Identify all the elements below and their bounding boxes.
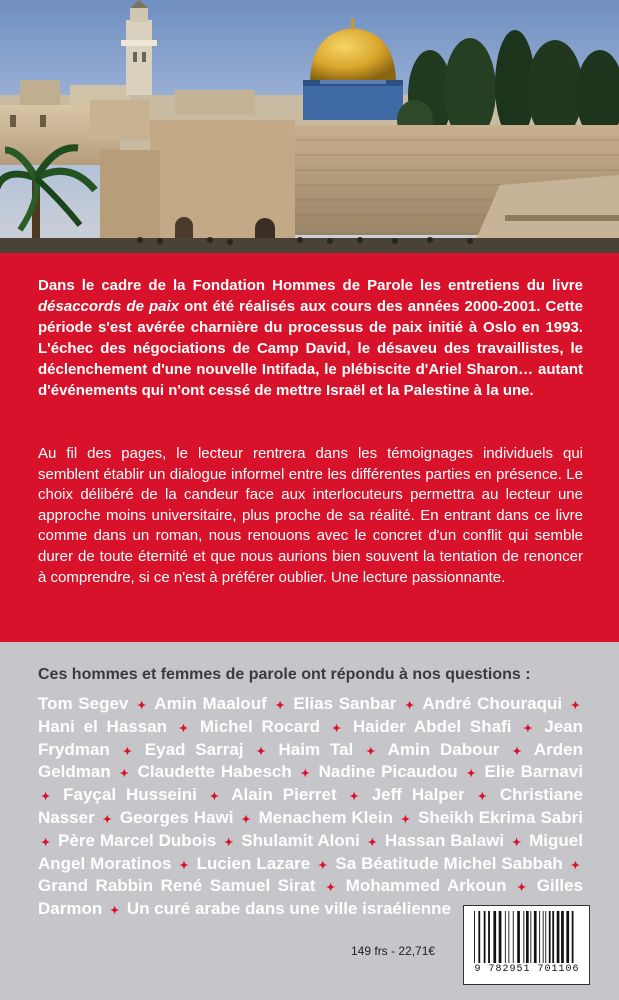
barcode-bar xyxy=(543,911,544,963)
separator-icon: ✦ xyxy=(209,791,219,804)
barcode-bar xyxy=(523,911,524,963)
contributor-name: Jean Frydman xyxy=(38,716,583,759)
separator-icon: ✦ xyxy=(241,813,251,826)
barcode-bar xyxy=(539,911,540,963)
contributor-name: Amin Maalouf xyxy=(154,694,267,713)
contributor-name: Fayçal Husseini xyxy=(63,785,197,805)
separator-icon: ✦ xyxy=(325,882,336,895)
separator-icon: ✦ xyxy=(179,859,189,872)
intro-lead: Dans le cadre de la Fondation Hommes de Parole les entretiens du livre xyxy=(38,277,583,294)
contributor-name: Alain Pierret xyxy=(231,785,337,805)
contributor-name: Sa Béatitude Michel Sabbah xyxy=(335,853,563,873)
contributor-name: Michel Rocard xyxy=(199,716,321,736)
separator-icon: ✦ xyxy=(109,905,120,918)
barcode-bar xyxy=(478,911,480,963)
separator-icon: ✦ xyxy=(400,813,411,826)
barcode-bar xyxy=(488,911,490,963)
separator-icon: ✦ xyxy=(331,722,342,735)
barcode-bar xyxy=(508,911,509,963)
contributor-name: André Chouraqui xyxy=(422,694,563,713)
separator-icon: ✦ xyxy=(405,700,415,712)
book-title: désaccords de paix xyxy=(38,298,180,315)
separator-icon: ✦ xyxy=(512,745,522,758)
separator-icon: ✦ xyxy=(349,791,359,804)
contributor-name: Grand Rabbin René Samuel Sirat xyxy=(38,876,316,896)
separator-icon: ✦ xyxy=(102,813,112,826)
contributor-name: Christiane Nasser xyxy=(38,785,583,827)
contributor-name: Elias Sanbar xyxy=(293,694,397,713)
separator-icon: ✦ xyxy=(178,722,189,735)
contributor-name: Eyad Sarraj xyxy=(144,739,244,759)
contributor-name: Arden Geldman xyxy=(38,739,583,782)
barcode-bar xyxy=(484,911,486,963)
barcode-bar xyxy=(517,911,520,963)
contributor-name: Hani el Hassan xyxy=(38,716,168,736)
jerusalem-photo xyxy=(0,0,619,253)
contributor-name: Shulamit Aloni xyxy=(241,830,360,850)
contributor-name: Haim Tal xyxy=(278,739,354,759)
contributor-name: Mohammed Arkoun xyxy=(345,876,507,896)
price-label: 149 frs - 22,71€ xyxy=(351,944,436,958)
barcode-bar xyxy=(545,911,546,963)
barcode-bar xyxy=(557,911,560,963)
barcode-bar xyxy=(505,911,506,963)
contributor-name: Tom Segev xyxy=(38,694,129,713)
barcode-bar xyxy=(474,911,475,963)
contributor-name: Père Marcel Dubois xyxy=(58,830,217,850)
barcode-bar xyxy=(513,911,514,963)
intro-paragraph xyxy=(38,275,583,401)
barcode xyxy=(463,905,590,985)
contributor-name: Elie Barnavi xyxy=(484,762,583,782)
separator-icon: ✦ xyxy=(41,791,51,804)
barcode-bar xyxy=(552,911,554,963)
description-paragraph: Au fil des pages, le lecteur rentrera dans les témoignages individuels qui semblent établir un dialogue informel entre les différentes parties en présence. Le choix délibéré de la candeur face aux interlocuteurs permettra au lecteur une approche moins universitaire, plus proche de sa réalité. En entrant dans ce livre comme dans un roman, nous renouons avec le concret d'un conflit qui semble durer de toute éternité et que nous aurions bien souvent la tentation de renoncer à comprendre, si ce n'est à préférer oublier. Une lecture passionnante. xyxy=(38,445,583,586)
contributor-name: Amin Dabour xyxy=(387,739,500,759)
separator-icon: ✦ xyxy=(466,768,476,781)
contributor-name: Haider Abdel Shafi xyxy=(352,716,512,736)
cover-photo xyxy=(0,0,619,253)
contributors-heading: Ces hommes et femmes de parole ont répondu à nos questions : xyxy=(38,666,531,683)
barcode-bars xyxy=(472,911,580,963)
separator-icon: ✦ xyxy=(516,882,527,895)
separator-icon: ✦ xyxy=(366,745,376,758)
contributor-name: Claudette Habesch xyxy=(137,762,292,782)
separator-icon: ✦ xyxy=(300,768,310,781)
barcode-bar xyxy=(534,911,537,963)
contributor-name: Georges Hawi xyxy=(119,807,234,827)
barcode-bar xyxy=(566,911,569,963)
barcode-number: 9 782951 701106 xyxy=(474,964,580,975)
contributor-name: Miguel Angel Moratinos xyxy=(38,830,583,873)
barcode-bar xyxy=(526,911,529,963)
contributors-list xyxy=(38,694,583,922)
barcode-bar xyxy=(549,911,551,963)
intro-rest: ont été réalisés aux cours des années 2000-2001. Cette période s'est avérée charnière du processus de paix initié à Oslo en 1993. L'échec des négociations de Camp David, le désaveu des travaillistes, le déclenchement d'une nouvelle Intifada, le plébiscite d'Ariel Sharon… autant d'événements qui n'ont cessé de mettre Israël et la Palestine à la une. xyxy=(38,298,584,399)
separator-icon: ✦ xyxy=(122,745,132,758)
separator-icon: ✦ xyxy=(41,836,51,849)
summary-panel xyxy=(0,253,619,642)
contributor-name: Menachem Klein xyxy=(258,807,393,827)
contributor-name: Un curé arabe dans une ville israélienne xyxy=(126,899,452,919)
separator-icon: ✦ xyxy=(570,859,580,872)
contributor-name: Gilles Darmon xyxy=(38,876,584,919)
separator-icon: ✦ xyxy=(224,836,234,849)
separator-icon: ✦ xyxy=(119,768,129,781)
contributor-name: Sheikh Ekrima Sabri xyxy=(418,807,583,827)
contributor-name: Nadine Picaudou xyxy=(318,762,458,782)
separator-icon: ✦ xyxy=(570,700,581,712)
barcode-bar xyxy=(561,911,564,963)
separator-icon: ✦ xyxy=(256,745,266,758)
separator-icon: ✦ xyxy=(477,791,487,804)
barcode-bar xyxy=(530,911,531,963)
barcode-bar xyxy=(499,911,502,963)
separator-icon: ✦ xyxy=(512,836,522,849)
barcode-bar xyxy=(572,911,574,963)
contributors-panel xyxy=(0,642,619,1000)
separator-icon: ✦ xyxy=(367,836,377,849)
separator-icon: ✦ xyxy=(137,700,147,712)
contributor-name: Hassan Balawi xyxy=(384,830,505,850)
contributor-name: Jeff Halper xyxy=(371,785,465,805)
separator-icon: ✦ xyxy=(275,700,285,712)
separator-icon: ✦ xyxy=(318,859,328,872)
separator-icon: ✦ xyxy=(523,722,533,735)
barcode-bar xyxy=(493,911,496,963)
contributor-name: Lucien Lazare xyxy=(196,853,311,873)
